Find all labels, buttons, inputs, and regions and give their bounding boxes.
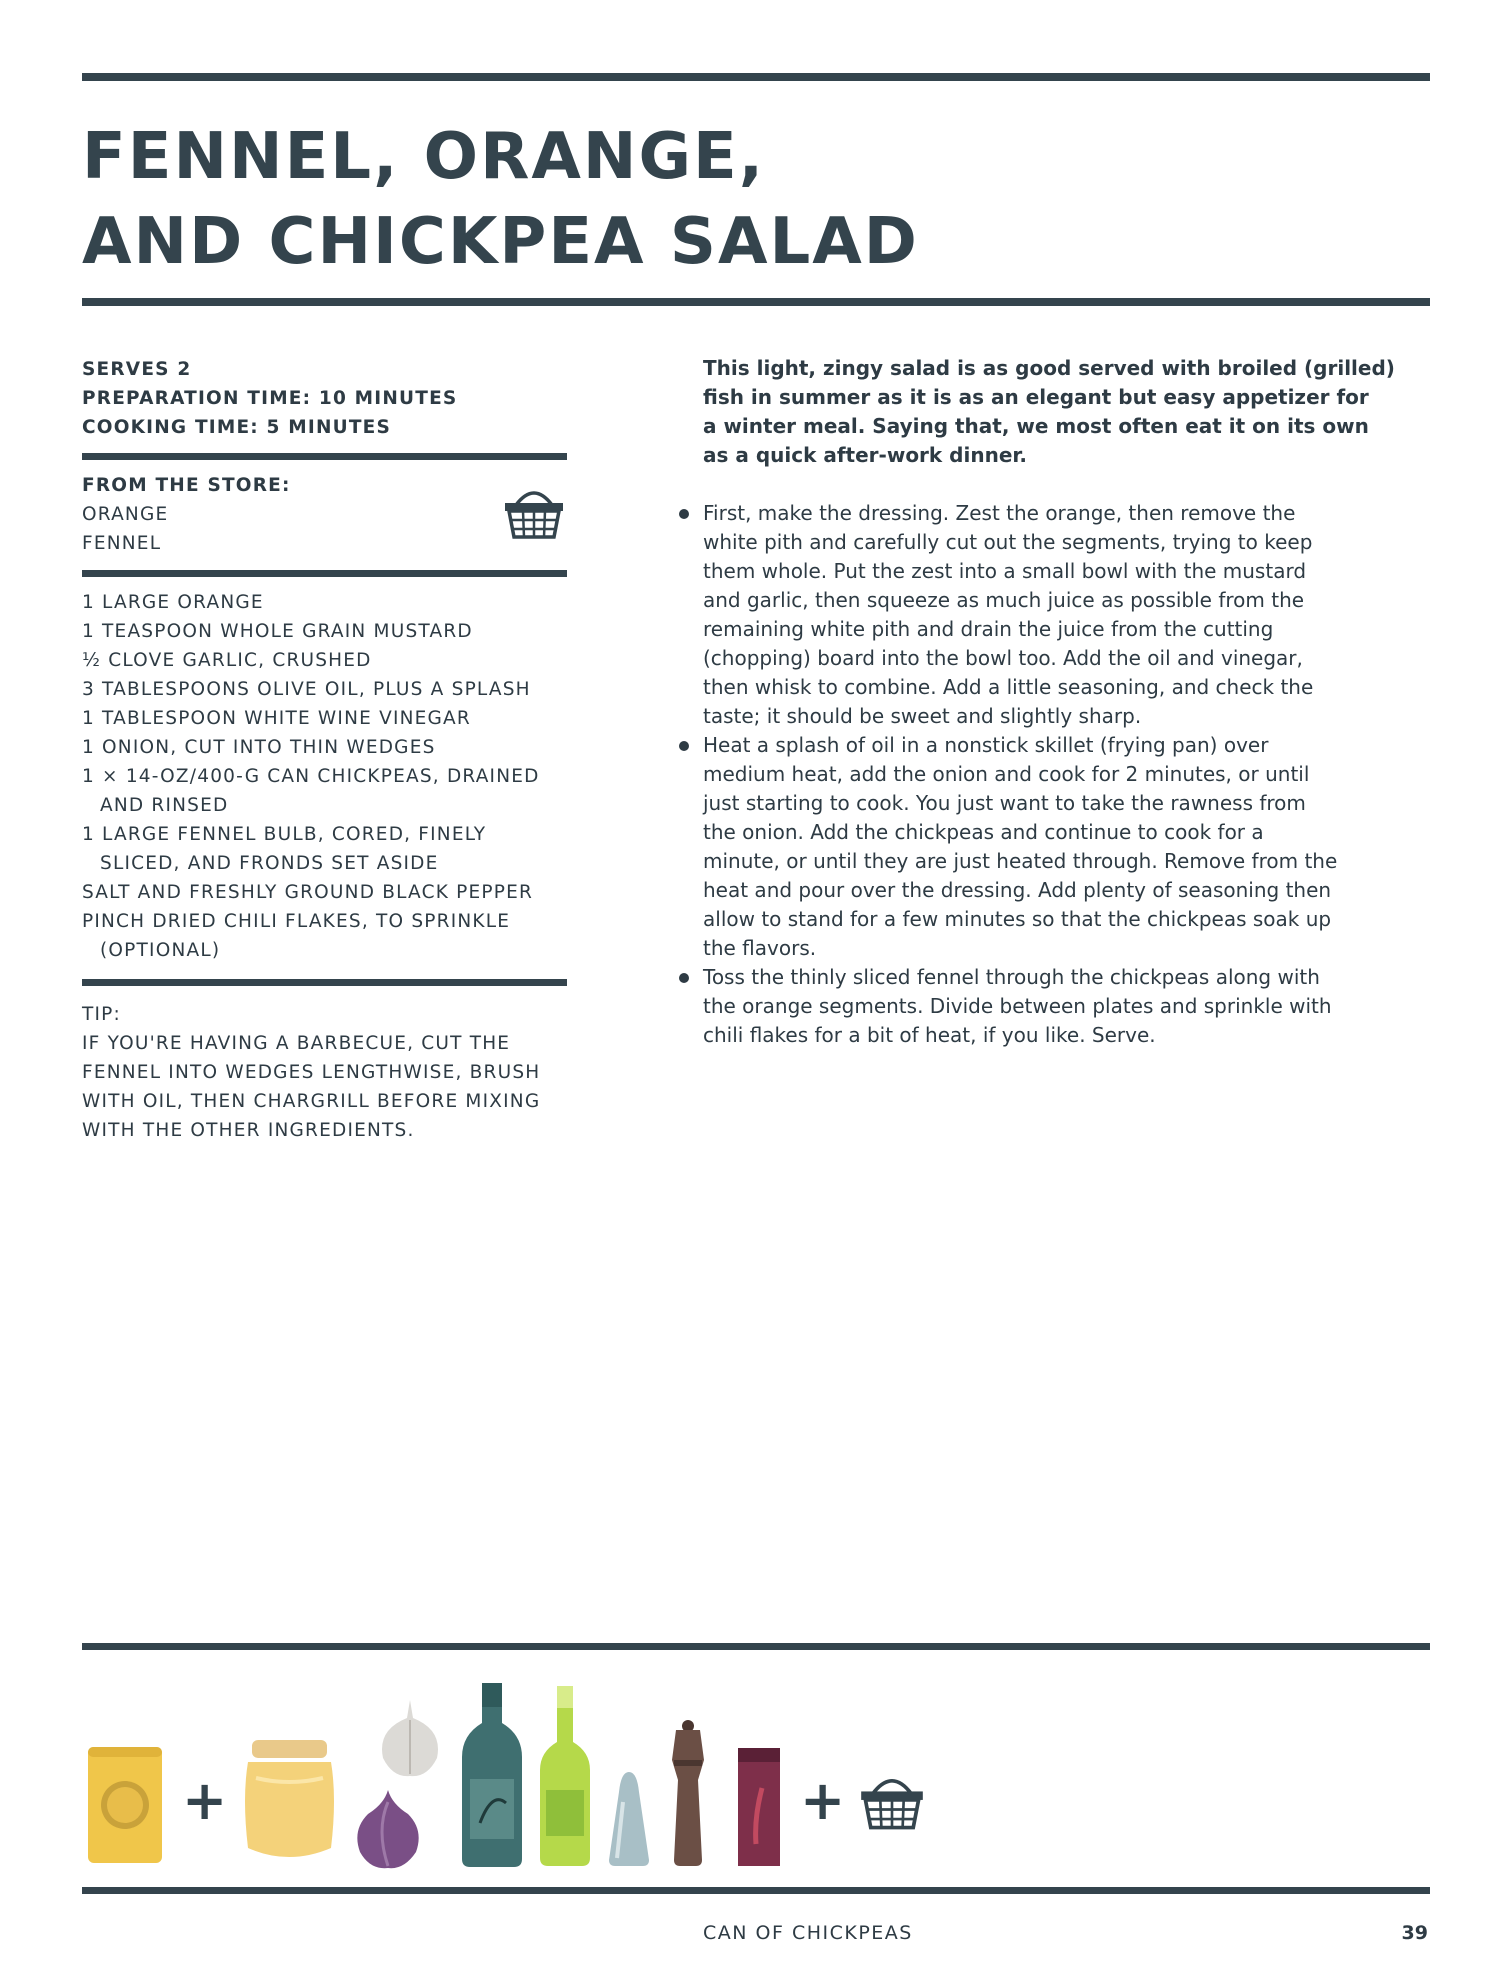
method (703, 354, 1433, 1050)
plus-sign: + (800, 1769, 846, 1832)
bullet-icon (679, 741, 689, 751)
ingredient: 1 × 14-OZ/400-G CAN CHICKPEAS, DRAINED AND RINSED (82, 766, 540, 816)
store-item: FENNEL (82, 533, 162, 554)
store-item: ORANGE (82, 504, 169, 525)
prep-time: PREPARATION TIME: 10 MINUTES (82, 388, 458, 409)
ingredient: PINCH DRIED CHILI FLAKES, TO SPRINKLE (OPTIONAL) (82, 911, 511, 961)
bullet-icon (679, 509, 689, 519)
footer-label: CAN OF CHICKPEAS (703, 1922, 913, 1944)
method-step: Heat a splash of oil in a nonstick skillet (frying pan) over medium heat, add the onion and cook for 2 minutes, or until just starting to cook. You just want to take the rawness from the onion. Add the chickpeas and continue to cook for a minute, or until they are just heated through. Remove from the heat and pour over the dressing. Add plenty of seasoning then allow to stand for a few minutes so that the chickpeas soak up the flavors. (703, 731, 1433, 963)
method-step: First, make the dressing. Zest the orange, then remove the white pith and carefully cut out the segments, trying to keep them whole. Put the zest into a small bowl with the mustard and garlic, then squeeze as much juice as possible from the remaining white pith and drain the juice from the cutting (chopping) board into the bowl too. Add the oil and vinegar, then whisk to combine. Add a little seasoning, and check the taste; it should be sweet and slightly sharp. (703, 499, 1433, 731)
store-heading: FROM THE STORE: (82, 475, 291, 496)
page-title (82, 115, 919, 285)
mustard-jar-icon (242, 1738, 337, 1866)
ingredient: 1 TABLESPOON WHITE WINE VINEGAR (82, 708, 471, 729)
salt-shaker-icon (607, 1772, 651, 1866)
tip-line: FENNEL INTO WEDGES LENGTHWISE, BRUSH (82, 1062, 541, 1083)
title-line-1: FENNEL, ORANGE, (82, 120, 765, 194)
title-line-2: AND CHICKPEA SALAD (82, 205, 919, 279)
plus-sign: + (182, 1769, 228, 1832)
strip-bottom-rule (82, 1887, 1430, 1894)
white-wine-vinegar-bottle-icon (538, 1686, 592, 1866)
from-the-store (82, 471, 572, 558)
ingredients-rule (82, 979, 567, 986)
meta-rule (82, 453, 567, 460)
tip-line: WITH THE OTHER INGREDIENTS. (82, 1120, 415, 1141)
chili-flakes-jar-icon (736, 1748, 782, 1866)
garlic-icon (375, 1700, 445, 1778)
ingredient: SALT AND FRESHLY GROUND BLACK PEPPER (82, 882, 534, 903)
ingredients-list (82, 588, 572, 965)
page-number: 39 (1401, 1922, 1428, 1944)
tip-line: WITH OIL, THEN CHARGRILL BEFORE MIXING (82, 1091, 541, 1112)
recipe-meta (82, 355, 572, 442)
can-of-chickpeas-icon (86, 1743, 164, 1865)
ingredient: 1 LARGE ORANGE (82, 592, 264, 613)
title-bottom-rule (82, 298, 1430, 306)
basket-icon (502, 483, 566, 541)
bullet-icon (679, 973, 689, 983)
tip-heading: TIP: (82, 1004, 121, 1025)
basket-icon (858, 1770, 926, 1832)
tip-line: IF YOU'RE HAVING A BARBECUE, CUT THE (82, 1033, 511, 1054)
ingredient: 1 ONION, CUT INTO THIN WEDGES (82, 737, 436, 758)
strip-top-rule (82, 1643, 1430, 1650)
top-rule (82, 73, 1430, 81)
tip (82, 1000, 572, 1145)
method-steps (703, 499, 1433, 1050)
onion-icon (352, 1790, 424, 1870)
ingredient: ½ CLOVE GARLIC, CRUSHED (82, 650, 372, 671)
intro-paragraph: This light, zingy salad is as good served with broiled (grilled) fish in summer as it is as an elegant but easy appetizer for a winter meal. Saying that, we most often eat it on its own as a quick after-work dinner. (703, 356, 1395, 467)
ingredient: 1 TEASPOON WHOLE GRAIN MUSTARD (82, 621, 473, 642)
store-rule (82, 570, 567, 577)
serves: SERVES 2 (82, 359, 192, 380)
ingredient: 1 LARGE FENNEL BULB, CORED, FINELY SLICED, AND FRONDS SET ASIDE (82, 824, 487, 874)
method-step: Toss the thinly sliced fennel through the chickpeas along with the orange segments. Divide between plates and sprinkle with chili flakes for a bit of heat, if you like. Serve. (703, 963, 1433, 1050)
ingredient: 3 TABLESPOONS OLIVE OIL, PLUS A SPLASH (82, 679, 531, 700)
pepper-mill-icon (668, 1720, 708, 1866)
cook-time: COOKING TIME: 5 MINUTES (82, 417, 392, 438)
olive-oil-bottle-icon (460, 1683, 524, 1867)
